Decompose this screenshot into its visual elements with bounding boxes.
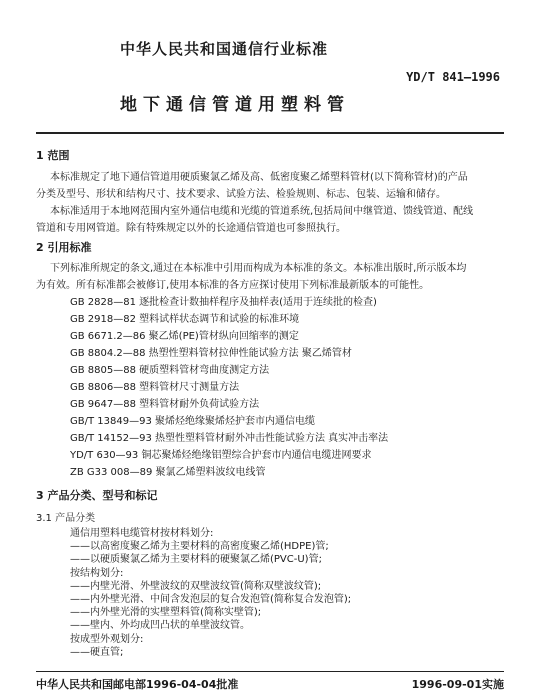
document-title: 地下通信管道用塑料管 [120,95,350,115]
section-3-line: 按结构划分: [70,567,124,579]
section-3-line: ——内外壁光滑的实壁塑料管(简称实壁管); [70,607,262,619]
section-3-line: ——壁内、外均成凹凸状的单壁波纹管。 [70,620,250,632]
section-2-heading: 2 引用标准 [36,241,92,254]
reference-item: GB 8804.2—88 热塑性塑料管材拉伸性能试验方法 聚乙烯管材 [70,348,352,359]
reference-item: GB 6671.2—86 聚乙烯(PE)管材纵向回缩率的测定 [70,331,299,342]
reference-item: GB 8806—88 塑料管材尺寸测量方法 [70,382,240,393]
reference-item: ZB G33 008—89 聚氯乙烯塑料波纹电线管 [70,467,266,478]
reference-item: GB 2918—82 塑料试样状态调节和试验的标准环境 [70,314,300,325]
section-1-line: 管道和专用网管道。除有特殊规定以外的长途通信管道也可参照执行。 [36,223,346,234]
reference-item: GB/T 13849—93 聚烯烃绝缘聚烯烃护套市内通信电缆 [70,416,315,427]
section-3-line: ——内壁光滑、外壁波纹的双壁波纹管(简称双壁波纹管); [70,580,322,592]
issuing-organization: 中华人民共和国通信行业标准 [120,40,329,58]
reference-item: GB 8805—88 硬质塑料管材弯曲度测定方法 [70,365,270,376]
section-1-line: 分类及型号、形状和结构尺寸、技术要求、试验方法、检验规则、标志、包装、运输和储存。 [36,189,446,200]
section-3-heading: 3 产品分类、型号和标记 [36,489,158,502]
section-3-1-heading: 3.1 产品分类 [36,513,96,524]
section-3-line: ——内外壁光滑、中间含发泡层的复合发泡管(简称复合发泡管); [70,594,352,605]
section-1-line: 本标准规定了地下通信管道用硬质聚氯乙烯及高、低密度聚乙烯塑料管材(以下简称管材)的产品 [50,172,468,183]
effective-date: 1996-09-01实施 [411,678,504,691]
section-3-line: 按成型外观划分: [70,633,144,645]
section-3-line: ——以高密度聚乙烯为主要材料的高密度聚乙烯(HDPE)管; [70,541,329,553]
section-2-line: 为有效。所有标准都会被修订,使用本标准的各方应探讨使用下列标准最新版本的可能性。 [36,280,430,291]
header-rule [36,132,504,134]
section-1-line: 本标准适用于本地网范围内室外通信电缆和光缆的管道系统,包括局间中继管道、馈线管道、配线 [50,206,474,217]
footer-rule [36,671,504,672]
section-3-line: 通信用塑料电缆管材按材料划分: [70,528,214,539]
reference-item: GB/T 14152—93 热塑性塑料管材耐外冲击性能试验方法 真实冲击率法 [70,433,389,444]
section-2-line: 下列标准所规定的条文,通过在本标准中引用而构成为本标准的条文。本标准出版时,所示版本均 [50,263,467,274]
section-3-line: ——以硬质聚氯乙烯为主要材料的硬聚氯乙烯(PVC-U)管; [70,554,322,566]
section-1-heading: 1 范围 [36,149,70,162]
reference-item: GB 9647—88 塑料管材耐外负荷试验方法 [70,399,260,410]
standard-number: YD/T 841—1996 [406,70,500,84]
approval-line: 中华人民共和国邮电部1996-04-04批准 [36,678,239,691]
section-3-line: ——硬直管; [70,646,124,658]
reference-item: GB 2828—81 逐批检查计数抽样程序及抽样表(适用于连续批的检查) [70,297,377,308]
reference-item: YD/T 630—93 铜芯聚烯烃绝缘铝塑综合护套市内通信电缆进网要求 [70,450,372,461]
